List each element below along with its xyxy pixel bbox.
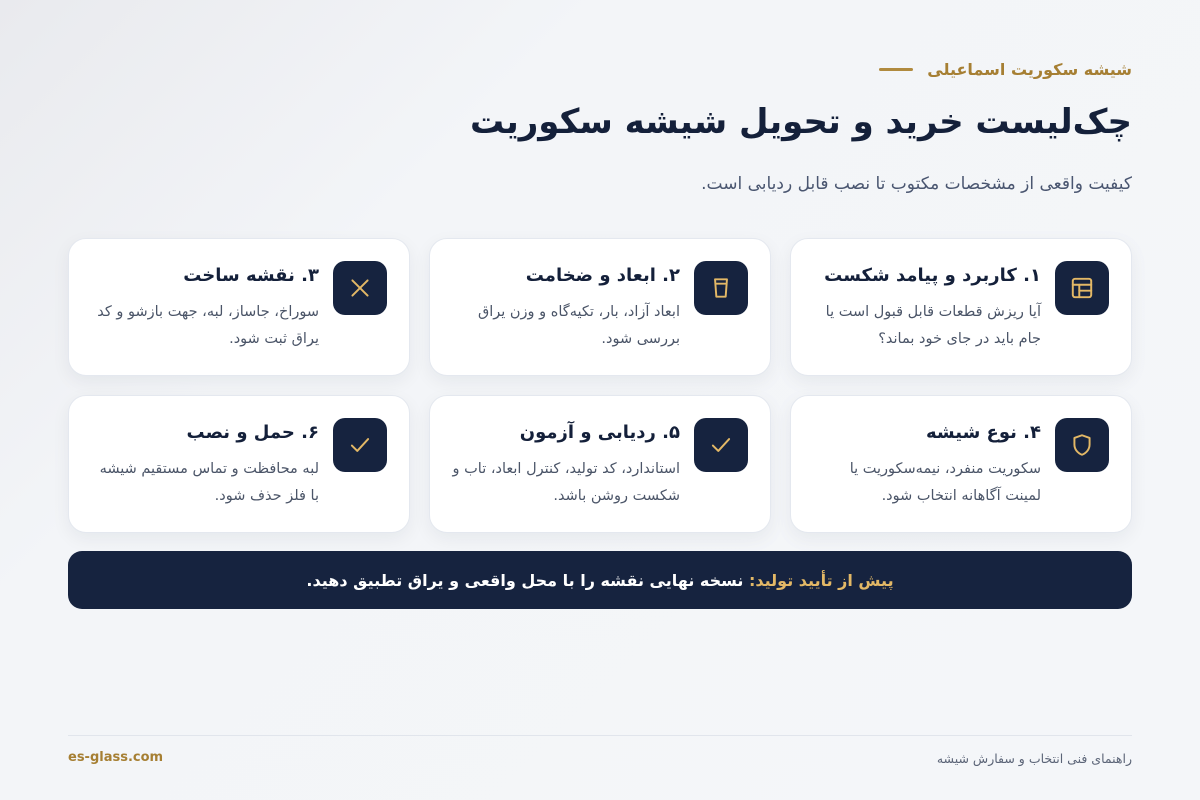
checklist-card-1 (790, 238, 1132, 376)
card-description: استاندارد، کد تولید، کنترل ابعاد، تاب و شکست روشن باشد. (452, 461, 680, 504)
brand-eyebrow (879, 60, 1132, 79)
checklist-card-4 (790, 395, 1132, 533)
layout-icon (1055, 261, 1109, 315)
shield-icon (1055, 418, 1109, 472)
card-description: ابعاد آزاد، بار، تکیه‌گاه و وزن یراق بررسی شود. (477, 304, 680, 347)
page-subtitle: کیفیت واقعی از مشخصات مکتوب تا نصب قابل ردیابی است. (701, 174, 1132, 194)
card-title: ۵. ردیابی و آزمون (519, 422, 680, 443)
glass-panel-icon (694, 261, 748, 315)
card-description: سوراخ، جاساز، لبه، جهت بازشو و کد یراق ثبت شود. (97, 304, 319, 347)
footer-divider (68, 735, 1132, 736)
eyebrow-accent-line (879, 68, 913, 71)
check-icon (333, 418, 387, 472)
close-icon (333, 261, 387, 315)
notice-highlight: پیش از تأیید تولید: (749, 570, 894, 590)
card-title: ۱. کاربرد و پیامد شکست (824, 265, 1041, 286)
page (68, 0, 1132, 800)
card-title: ۴. نوع شیشه (926, 422, 1041, 443)
footer-website-link[interactable]: es-glass.com (68, 750, 164, 765)
footer-caption: راهنمای فنی انتخاب و سفارش شیشه (936, 751, 1132, 766)
brand-name: شیشه سکوریت اسماعیلی (927, 60, 1132, 79)
checklist-grid (68, 238, 1132, 533)
card-description: سکوریت منفرد، نیمه‌سکوریت یا لمینت آگاهانه انتخاب شود. (849, 461, 1041, 504)
checklist-card-6 (68, 395, 410, 533)
production-notice (68, 551, 1132, 609)
checklist-card-2 (429, 238, 771, 376)
page-title: چک‌لیست خرید و تحویل شیشه سکوریت (469, 102, 1132, 142)
card-title: ۳. نقشه ساخت (183, 265, 319, 286)
checklist-card-5 (429, 395, 771, 533)
check-icon (694, 418, 748, 472)
card-title: ۶. حمل و نصب (186, 422, 319, 443)
checklist-card-3 (68, 238, 410, 376)
notice-text: نسخه نهایی نقشه را با محل واقعی و یراق تطبیق دهید. (306, 570, 744, 590)
card-description: آیا ریزش قطعات قابل قبول است یا جام باید در جای خود بماند؟ (825, 304, 1041, 347)
card-description: لبه محافظت و تماس مستقیم شیشه با فلز حذف شود. (99, 461, 319, 504)
card-title: ۲. ابعاد و ضخامت (525, 265, 680, 286)
